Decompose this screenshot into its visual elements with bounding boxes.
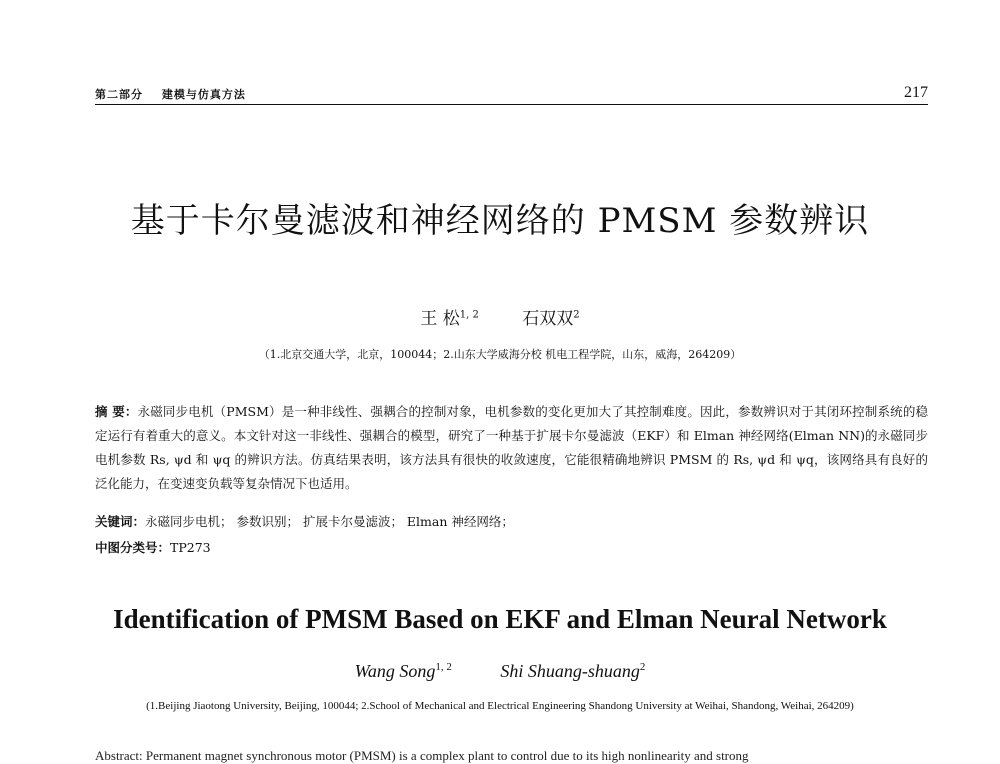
author-2-affil-mark: 2 [573, 309, 580, 321]
abstract-text: 永磁同步电机（PMSM）是一种非线性、强耦合的控制对象，电机参数的变化更加大了其控制难度。因此，参数辨识对于其闭环控制系统的稳定运行有着重大的意义。本文针对这一非线性、强耦合的模型，研究了一种基于扩展卡尔曼滤波（EKF）和 Elman 神经网络(Elman NN)的永磁同步电机参数 Rs, ψd 和 ψq 的辨识方法。仿真结果表明，该方法具有很快的收敛速度，它能很精确地辨识 PMSM 的 Rs, ψd 和 ψq，该网络具有良好的泛化能力，在变速变负载等复杂情况下也适用。 [95, 404, 928, 491]
english-title: Identification of PMSM Based on EKF and Elman Neural Network [113, 604, 887, 634]
en-author-2-name: Shi Shuang-shuang [500, 661, 640, 681]
running-header [95, 84, 928, 105]
chinese-affiliation: （1.北京交通大学，北京，100044；2.山东大学威海分校 机电工程学院，山东，威海，264209） [258, 348, 742, 361]
abstract-label: 摘 要： [95, 404, 138, 419]
chinese-abstract [95, 400, 928, 496]
author-2-name: 石双双 [522, 309, 574, 329]
chinese-authors [0, 304, 1000, 329]
chinese-keywords [95, 512, 928, 530]
classification-number [95, 538, 928, 556]
part-label: 第二部分 [95, 88, 143, 101]
chinese-title: 基于卡尔曼滤波和神经网络的 PMSM 参数辨识 [130, 201, 870, 241]
header-rule [95, 104, 928, 105]
page-number: 217 [904, 84, 928, 101]
en-author-2-affil-mark: 2 [639, 661, 646, 673]
clc-text: TP273 [170, 540, 211, 555]
en-author-1-name: Wang Song [354, 661, 436, 681]
keywords-label: 关键词： [95, 514, 146, 529]
section-label [95, 86, 246, 102]
clc-label: 中图分类号： [95, 540, 171, 555]
english-abstract-start: Abstract: Permanent magnet synchronous motor (PMSM) is a complex plant to control due to its high nonlinearity and strong [95, 748, 749, 763]
en-author-1-affil-mark: 1, 2 [435, 661, 452, 673]
author-1-affil-mark: 1, 2 [459, 309, 479, 321]
english-authors [0, 661, 1000, 682]
section-title: 建模与仿真方法 [161, 88, 246, 101]
author-1-name: 王 松 [420, 309, 460, 329]
keywords-text: 永磁同步电机； 参数识别； 扩展卡尔曼滤波； Elman 神经网络； [145, 514, 514, 529]
english-affiliation: (1.Beijing Jiaotong University, Beijing, 100044; 2.School of Mechanical and Electrical Engineering Shandong University at Weihai, Shandong, Weihai, 264209) [146, 700, 854, 712]
